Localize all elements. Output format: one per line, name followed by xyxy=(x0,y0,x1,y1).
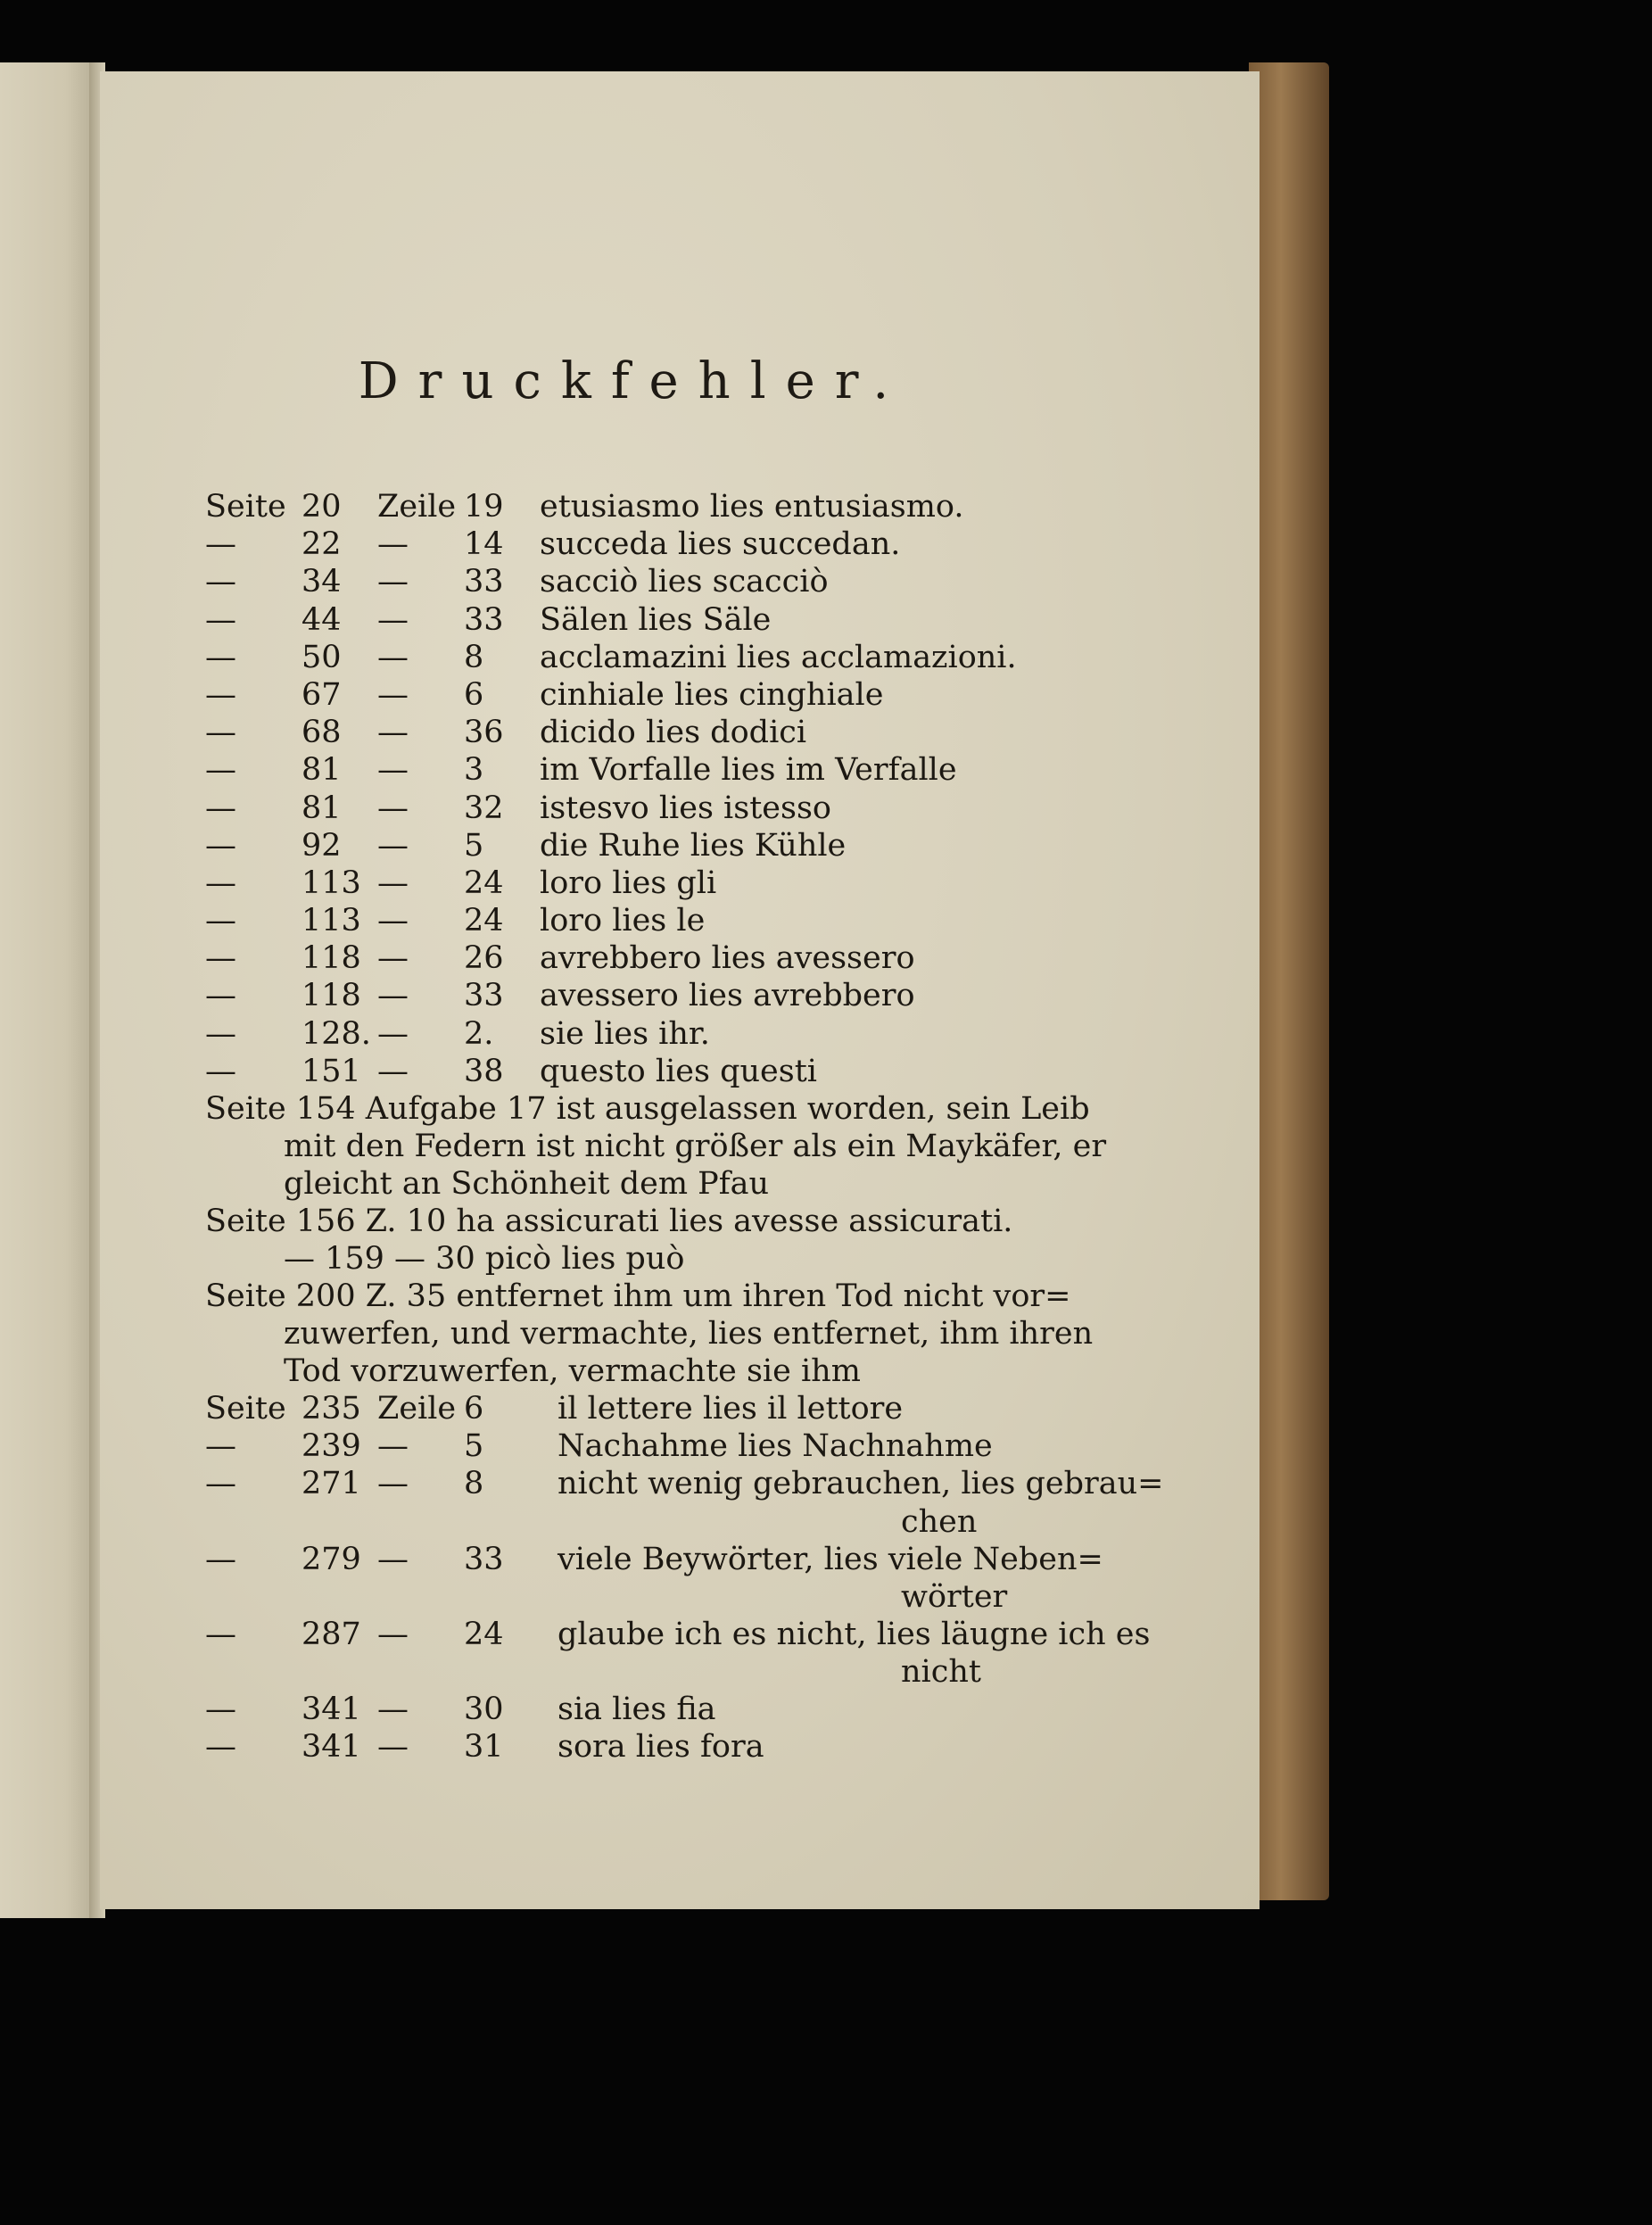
errata-cell-c4: 32 xyxy=(464,790,504,826)
errata-cell-c2: 271 xyxy=(301,1466,361,1502)
errata-cell-c1: — xyxy=(205,1541,236,1577)
errata-cell-c3: — xyxy=(377,978,409,1014)
errata-cell-c5: Sälen lies Säle xyxy=(540,601,772,638)
errata-row xyxy=(205,903,1133,940)
errata-row xyxy=(205,715,1133,752)
errata-cell-c3: — xyxy=(377,1616,409,1652)
errata-line: zuwerfen, und vermachte, lies entfernet, ihm ihren xyxy=(284,1316,1094,1352)
errata-cell-c5: loro lies gli xyxy=(540,864,717,901)
errata-cell-c4: 19 xyxy=(464,489,504,525)
errata-cell-c3: — xyxy=(377,1053,409,1089)
errata-cell-c2: 113 xyxy=(301,903,361,939)
errata-entry-200 xyxy=(205,1278,1133,1391)
errata-list xyxy=(205,489,1164,1766)
errata-cell-c1: — xyxy=(205,676,236,713)
errata-cell-c4: 6 xyxy=(464,676,484,713)
errata-line: mit den Federn ist nicht größer als ein Maykäfer, er xyxy=(284,1129,1107,1164)
errata-cell-c5: avrebbero lies avessero xyxy=(540,940,915,977)
errata-row xyxy=(205,1616,1151,1654)
errata-cell-c1: — xyxy=(205,752,236,789)
errata-cell-c5: etusiasmo lies entusiasmo. xyxy=(540,489,964,525)
errata-row xyxy=(205,940,1133,978)
errata-row xyxy=(205,564,1133,601)
errata-row xyxy=(205,489,1133,526)
errata-cell-c2: 50 xyxy=(301,639,342,675)
errata-cell-c1: — xyxy=(205,715,236,751)
errata-cell-c4: 8 xyxy=(464,639,484,675)
errata-cell-c4: 33 xyxy=(464,1541,504,1577)
errata-cell-c5: im Vorfalle lies im Verfalle xyxy=(540,752,957,789)
errata-entry-154 xyxy=(205,1091,1133,1203)
errata-cell-c3: — xyxy=(377,1729,409,1766)
errata-row xyxy=(205,526,1133,564)
errata-row xyxy=(205,828,1133,865)
errata-row xyxy=(205,1466,1164,1503)
errata-cell-c2: 118 xyxy=(301,940,361,977)
errata-cell-c3: — xyxy=(377,1691,409,1727)
errata-row xyxy=(205,1691,1133,1729)
errata-cell-c3: — xyxy=(377,639,409,675)
errata-cell-c4: 5 xyxy=(464,1428,484,1465)
errata-cell-c4: 26 xyxy=(464,940,504,977)
errata-cell-c3: — xyxy=(377,864,409,901)
errata-row xyxy=(205,790,1133,828)
errata-cell-c5: Nachahme lies Nachnahme xyxy=(558,1428,993,1465)
errata-row xyxy=(205,1729,1133,1766)
errata-cell-c3: — xyxy=(377,1428,409,1465)
errata-cell-c5: viele Beywörter, lies viele Neben= xyxy=(558,1541,1103,1577)
errata-cell-c2: 235 xyxy=(301,1391,361,1427)
errata-entry-156: Seite 156 Z. 10 ha assicurati lies avesse assicurati. xyxy=(205,1203,1013,1239)
errata-cell-c5: die Ruhe lies Kühle xyxy=(540,827,847,864)
errata-cell-c4: 38 xyxy=(464,1053,504,1089)
errata-cell-c1: — xyxy=(205,1466,236,1502)
errata-cell-c1: — xyxy=(205,1053,236,1089)
errata-row xyxy=(205,602,1133,640)
errata-cell-c1: — xyxy=(205,827,236,864)
errata-cell-c1: — xyxy=(205,790,236,826)
errata-row xyxy=(205,640,1133,677)
errata-cell-c4: 31 xyxy=(464,1729,504,1766)
errata-cell-c4: 2. xyxy=(464,1015,494,1052)
errata-cell-c1: — xyxy=(205,903,236,939)
errata-cell-c3: — xyxy=(377,790,409,826)
errata-cell-c2: 67 xyxy=(301,676,342,713)
errata-cell-c3: — xyxy=(377,752,409,789)
errata-cell-c5: questo lies questi xyxy=(540,1053,817,1089)
errata-cell-c4: 5 xyxy=(464,827,484,864)
errata-row xyxy=(205,1054,1133,1091)
errata-cell-c1: — xyxy=(205,978,236,1014)
errata-cell-c4: 30 xyxy=(464,1691,504,1727)
errata-cell-c5: succeda lies succedan. xyxy=(540,526,901,563)
errata-cell-c2: 81 xyxy=(301,752,342,789)
errata-row xyxy=(205,677,1133,715)
errata-cell-c2: 287 xyxy=(301,1616,361,1652)
errata-row xyxy=(205,1428,1133,1466)
errata-cell-c1: — xyxy=(205,864,236,901)
errata-row xyxy=(205,1542,1133,1579)
errata-cell-c1: — xyxy=(205,564,236,600)
errata-cell-c2: 341 xyxy=(301,1691,361,1727)
errata-cell-c5: avessero lies avrebbero xyxy=(540,978,915,1014)
errata-cell-c5: cinhiale lies cinghiale xyxy=(540,676,884,713)
errata-cell-c4: 6 xyxy=(464,1391,484,1427)
errata-continuation: chen xyxy=(901,1503,978,1540)
errata-cell-c5: acclamazini lies acclamazioni. xyxy=(540,639,1017,675)
errata-block-2 xyxy=(205,1391,1164,1766)
errata-cell-c4: 14 xyxy=(464,526,504,563)
errata-cell-c1: — xyxy=(205,526,236,563)
errata-cell-c2: 20 xyxy=(301,489,342,525)
errata-cell-c1: Seite xyxy=(205,489,286,525)
left-page-edge xyxy=(0,62,94,1918)
errata-cell-c4: 33 xyxy=(464,601,504,638)
errata-cell-c1: — xyxy=(205,1691,236,1727)
errata-cell-c3: — xyxy=(377,1541,409,1577)
errata-cell-c5: glaube ich es nicht, lies läugne ich es xyxy=(558,1616,1151,1652)
errata-cell-c2: 118 xyxy=(301,978,361,1014)
errata-cell-c2: 68 xyxy=(301,715,342,751)
errata-cell-c1: — xyxy=(205,1729,236,1766)
errata-cell-c3: — xyxy=(377,827,409,864)
errata-cell-c3: — xyxy=(377,601,409,638)
errata-cell-c3: — xyxy=(377,903,409,939)
errata-cell-c4: 36 xyxy=(464,715,504,751)
errata-cell-c2: 128. xyxy=(301,1015,371,1052)
errata-cell-c3: — xyxy=(377,940,409,977)
errata-cell-c4: 3 xyxy=(464,752,484,789)
errata-cell-c4: 33 xyxy=(464,978,504,1014)
errata-continuation: wörter xyxy=(901,1578,1008,1615)
errata-cell-c3: — xyxy=(377,564,409,600)
errata-cell-c2: 34 xyxy=(301,564,342,600)
errata-cell-c1: — xyxy=(205,1428,236,1465)
errata-cell-c2: 81 xyxy=(301,790,342,826)
errata-cell-c1: — xyxy=(205,940,236,977)
errata-cell-c4: 24 xyxy=(464,903,504,939)
errata-cell-c2: 92 xyxy=(301,827,342,864)
errata-cell-c5: istesvo lies istesso xyxy=(540,790,831,826)
errata-cell-c4: 24 xyxy=(464,1616,504,1652)
errata-cell-c2: 113 xyxy=(301,864,361,901)
errata-cell-c2: 22 xyxy=(301,526,342,563)
errata-line: Seite 200 Z. 35 entfernet ihm um ihren Tod nicht vor= xyxy=(205,1278,1071,1314)
errata-cell-c1: — xyxy=(205,1015,236,1052)
errata-cell-c3: — xyxy=(377,1466,409,1502)
errata-row xyxy=(205,865,1133,903)
errata-cell-c4: 33 xyxy=(464,564,504,600)
errata-cell-c1: — xyxy=(205,1616,236,1652)
errata-row xyxy=(205,1016,1133,1054)
errata-block-1 xyxy=(205,489,1133,1091)
errata-cell-c2: 239 xyxy=(301,1428,361,1465)
errata-cell-c2: 44 xyxy=(301,601,342,638)
errata-row xyxy=(205,752,1133,790)
errata-cell-c3: — xyxy=(377,526,409,563)
errata-row xyxy=(205,1391,1133,1428)
errata-line: Seite 154 Aufgabe 17 ist ausgelassen worden, sein Leib xyxy=(205,1091,1090,1127)
errata-continuation: nicht xyxy=(901,1653,981,1690)
errata-cell-c2: 341 xyxy=(301,1729,361,1766)
errata-cell-c5: sora lies fora xyxy=(558,1729,764,1766)
errata-cell-c1: Seite xyxy=(205,1391,286,1427)
errata-cell-c3: Zeile xyxy=(377,1391,457,1427)
errata-row xyxy=(205,978,1133,1015)
errata-cell-c5: nicht wenig gebrauchen, lies gebrau= xyxy=(558,1466,1164,1502)
errata-line: gleicht an Schönheit dem Pfau xyxy=(284,1166,770,1202)
book-cover-edge xyxy=(1249,62,1329,1900)
page-title: Druckfehler. xyxy=(358,352,909,410)
errata-cell-c5: sacciò lies scacciò xyxy=(540,564,829,600)
errata-cell-c5: loro lies le xyxy=(540,903,706,939)
errata-entry-159: — 159 — 30 picò lies può xyxy=(284,1241,685,1277)
errata-cell-c5: sia lies fia xyxy=(558,1691,716,1727)
errata-cell-c1: — xyxy=(205,601,236,638)
errata-cell-c5: il lettere lies il lettore xyxy=(558,1391,904,1427)
errata-cell-c5: dicido lies dodici xyxy=(540,715,807,751)
errata-cell-c2: 279 xyxy=(301,1541,361,1577)
errata-cell-c5: sie lies ihr. xyxy=(540,1015,710,1052)
errata-cell-c4: 24 xyxy=(464,864,504,901)
errata-cell-c1: — xyxy=(205,639,236,675)
errata-line: Tod vorzuwerfen, vermachte sie ihm xyxy=(284,1353,861,1389)
errata-cell-c3: — xyxy=(377,1015,409,1052)
errata-cell-c4: 8 xyxy=(464,1466,484,1502)
errata-cell-c2: 151 xyxy=(301,1053,361,1089)
errata-cell-c3: — xyxy=(377,715,409,751)
errata-cell-c3: — xyxy=(377,676,409,713)
errata-cell-c3: Zeile xyxy=(377,489,457,525)
